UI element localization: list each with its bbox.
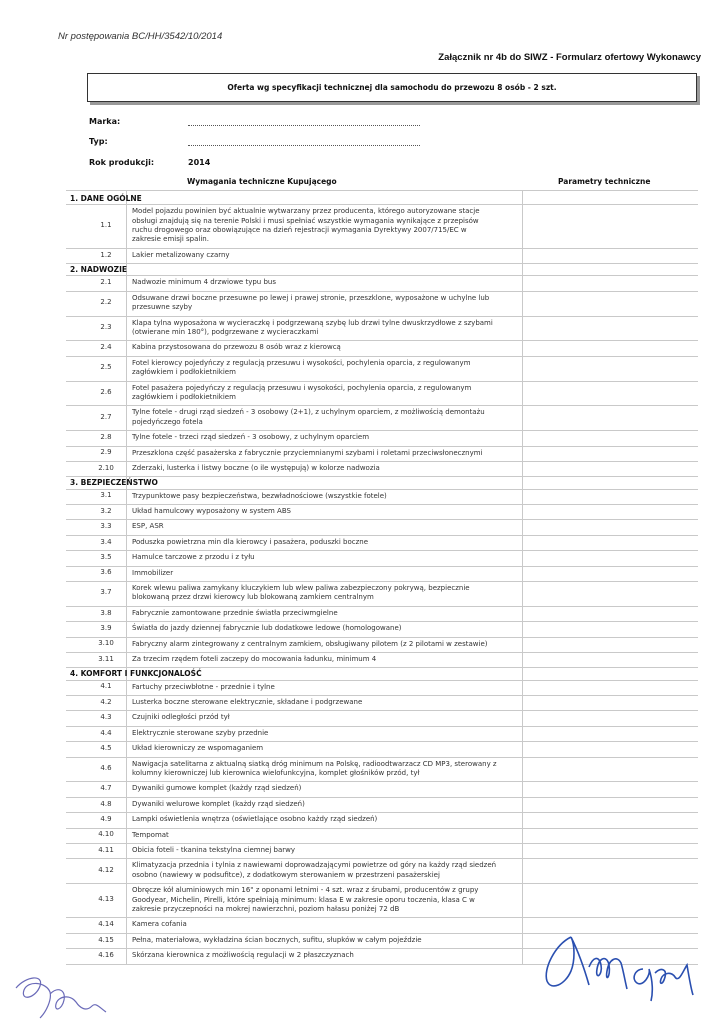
item-number: 4.11 — [98, 845, 114, 854]
requirement-text: obsługi znajdują się na terenie Polski i musi spełniać wszystkie wymagania wynikające z przepisów — [132, 216, 479, 225]
requirement-text: Dywaniki gumowe komplet (każdy rząd siedzeń) — [132, 784, 302, 793]
item-number: 3.7 — [100, 588, 112, 597]
requirement-text: Układ hamulcowy wyposażony w system ABS — [132, 507, 291, 515]
requirement-text: Układ kierowniczy ze wspomaganiem — [132, 744, 264, 753]
requirement-text: ESP, ASR — [132, 522, 164, 531]
parameter-cell[interactable] — [524, 382, 696, 405]
column-rule — [126, 190, 127, 965]
requirement-text: ruchu drogowego oraz obowiązujące na dzień rejestracji wymagania Dyrektywy 2007/715/EC w — [132, 226, 467, 234]
parameter-cell[interactable] — [524, 520, 696, 533]
row-rule — [66, 667, 698, 668]
item-number: 3.8 — [100, 608, 112, 617]
parameter-cell[interactable] — [524, 536, 696, 549]
requirement-text: Klimatyzacja przednia i tylnia z nawiewami doprowadzającymi powietrze od góry na każdy rząd siedzeń — [132, 861, 497, 870]
requirement-text: Hamulce tarczowe z przodu i z tyłu — [132, 553, 255, 562]
item-number: 1.1 — [100, 221, 112, 229]
requirement-text: Tylne fotele - drugi rząd siedzeń - 3 osobowy (2+1), z uchylnym oparciem, z możliwością demontażu — [132, 408, 485, 417]
item-number: 4.15 — [98, 935, 114, 944]
parameter-cell[interactable] — [524, 567, 696, 580]
requirement-text: Skórzana kierownica z możliwością regulacji w 2 płaszczyznach — [132, 951, 354, 960]
item-number: 4.8 — [100, 799, 112, 808]
parameter-cell[interactable] — [524, 607, 696, 620]
parameter-cell[interactable] — [524, 638, 696, 651]
case-number: Nr postępowania BC/HH/3542/10/2014 — [58, 31, 223, 42]
item-number: 2.4 — [100, 343, 112, 352]
parameter-cell[interactable] — [524, 813, 696, 826]
requirements-column-header: Wymagania techniczne Kupującego — [187, 177, 337, 186]
parameter-cell[interactable] — [524, 205, 696, 247]
item-number: 2.2 — [100, 298, 112, 307]
requirement-text: Nawigacja satelitarna z aktualną siatką dróg minimum na Polskę, radioodtwarzacz CD MP3, sterowany z — [132, 759, 497, 768]
parameter-cell[interactable] — [524, 292, 696, 315]
requirement-text: zakresie emisji spalin. — [132, 235, 209, 244]
requirement-text: Tempomat — [132, 830, 169, 839]
item-number: 2.6 — [100, 388, 112, 396]
requirement-text: Fabrycznie zamontowane przednie światła przeciwmgielne — [132, 608, 338, 617]
requirement-text: Przeszklona część pasażerska z fabrycznie przyciemnianymi szybami i roletami przeciwsłonecznymi — [132, 448, 483, 457]
row-rule — [66, 476, 698, 477]
requirement-text: Klapa tylna wyposażona w wycieraczkę i podgrzewaną szybę lub drzwi tylne dwuskrzydłowe z szybami — [132, 318, 493, 327]
item-number: 3.6 — [100, 568, 112, 577]
requirement-text: przesuwne szyby — [132, 303, 193, 312]
item-number: 2.10 — [98, 463, 114, 472]
requirement-text: Fotel kierowcy pojedyńczy z regulacją przesuwu i wysokości, pochylenia oparcia, z regulowanym — [132, 358, 471, 367]
form-title: Oferta wg specyfikacji technicznej dla samochodu do przewozu 8 osób - 2 szt. — [227, 83, 557, 92]
item-number: 4.10 — [98, 830, 114, 839]
item-number: 2.9 — [100, 448, 112, 457]
year-value: 2014 — [188, 158, 211, 167]
requirement-text: Pełna, materiałowa, wykładzina ścian bocznych, sufitu, słupków w całym pojeździe — [132, 935, 422, 944]
requirement-text: zagłówkiem i podłokietnikiem — [132, 368, 236, 377]
parameter-cell[interactable] — [524, 551, 696, 564]
row-rule — [66, 190, 698, 191]
requirement-text: Fartuchy przeciwbłotne - przednie i tylne — [132, 682, 275, 691]
item-number: 4.14 — [98, 920, 114, 929]
item-number: 3.1 — [100, 491, 112, 500]
requirement-text: zakresie przyczepności na mokrej nawierzchni, poziom hałasu poniżej 72 dB — [132, 905, 400, 913]
requirement-text: Fotel pasażera pojedyńczy z regulacją przesuwu i wysokości, pochylenia oparcia, z regulowanym — [132, 383, 472, 392]
parameter-cell[interactable] — [524, 782, 696, 795]
item-number: 4.6 — [100, 764, 112, 772]
section-heading: 4. KOMFORT I FUNKCJONALOŚĆ — [70, 669, 202, 679]
requirement-text: Tylne fotele - trzeci rząd siedzeń - 3 osobowy, z uchylnym oparciem — [132, 433, 370, 442]
requirement-text: blokowaną przez drzwi kierowcy lub blokowaną zamkiem centralnym — [132, 593, 374, 602]
item-number: 4.7 — [100, 784, 112, 793]
parameter-cell[interactable] — [524, 249, 696, 262]
item-number: 2.8 — [100, 432, 112, 441]
requirement-text: Czujniki odległości przód tył — [132, 713, 230, 722]
item-number: 2.1 — [100, 278, 112, 287]
item-number: 2.7 — [100, 412, 112, 421]
parameter-cell[interactable] — [524, 711, 696, 724]
attachment-label: Załącznik nr 4b do SIWZ - Formularz ofertowy Wykonawcy — [438, 52, 701, 63]
item-number: 3.4 — [100, 537, 112, 546]
parameter-cell[interactable] — [524, 829, 696, 842]
item-number: 4.3 — [100, 713, 112, 722]
requirement-text: Fabryczny alarm zintegrowany z centralnym zamkiem, obsługiwany pilotem (z 2 pilotami w zestawie) — [132, 639, 488, 648]
parameter-cell[interactable] — [524, 582, 696, 605]
row-rule — [66, 263, 698, 264]
requirement-text: osobno (nawiewy w podsufitce), z dodatkowym sterowaniem w przestrzeni pasażerskiej — [132, 870, 440, 879]
requirement-text: Nadwozie minimum 4 drzwiowe typu bus — [132, 278, 276, 287]
item-number: 4.5 — [100, 743, 112, 752]
parameter-cell[interactable] — [524, 622, 696, 635]
initials-signature — [6, 968, 116, 1024]
section-heading: 2. NADWOZIE — [70, 265, 127, 275]
section-heading: 3. BEZPIECZEŃSTWO — [70, 478, 158, 488]
requirement-text: Za trzecim rzędem foteli zaczepy do mocowania ładunku, minimum 4 — [132, 655, 377, 663]
requirement-text: Odsuwane drzwi boczne przesuwne po lewej i prawej stronie, przeszklone, wyposażone w uchylne lub — [132, 293, 490, 302]
parameter-cell[interactable] — [524, 844, 696, 857]
parameter-cell[interactable] — [524, 447, 696, 460]
item-number: 4.16 — [98, 950, 114, 959]
parameter-cell[interactable] — [524, 742, 696, 755]
item-number: 1.2 — [100, 250, 112, 259]
requirement-text: zagłówkiem i podłokietnikiem — [132, 393, 236, 401]
item-number: 4.4 — [100, 728, 112, 737]
item-number: 3.9 — [100, 623, 112, 632]
parameter-cell[interactable] — [524, 653, 696, 666]
parameter-cell[interactable] — [524, 357, 696, 380]
parameter-cell[interactable] — [524, 681, 696, 694]
parameter-cell[interactable] — [524, 798, 696, 811]
requirement-text: Zderzaki, lusterka i listwy boczne (o ile występują) w kolorze nadwozia — [132, 464, 380, 472]
parameter-cell[interactable] — [524, 431, 696, 444]
requirement-text: Korek wlewu paliwa zamykany kluczykiem lub wlew paliwa zabezpieczony pokrywą, bezpiecznie — [132, 584, 470, 592]
requirement-text: Lusterka boczne sterowane elektrycznie, składane i podgrzewane — [132, 698, 363, 706]
parameter-cell[interactable] — [524, 727, 696, 740]
requirement-text: kolumny kierowniczej lub kierownica wielofunkcyjna, komplet głośników przód, tył — [132, 769, 420, 777]
parameters-column-header: Parametry techniczne — [558, 177, 651, 186]
item-number: 2.5 — [100, 363, 112, 372]
parameter-cell[interactable] — [524, 276, 696, 289]
requirement-text: Obicia foteli - tkanina tekstylna ciemnej barwy — [132, 846, 296, 854]
parameter-cell[interactable] — [524, 884, 696, 916]
item-number: 3.3 — [100, 522, 112, 531]
item-number: 4.1 — [100, 682, 112, 691]
item-number: 4.13 — [98, 895, 114, 904]
requirement-text: Lakier metalizowany czarny — [132, 250, 230, 259]
year-label: Rok produkcji: — [89, 158, 155, 167]
parameter-cell[interactable] — [524, 758, 696, 781]
requirement-text: Poduszka powietrzna min dla kierowcy i pasażera, poduszki boczne — [132, 537, 369, 546]
requirement-text: (otwierane min 180°), podgrzewane z wycieraczkami — [132, 328, 319, 336]
section-heading: 1. DANE OGÓLNE — [70, 194, 142, 203]
parameter-cell[interactable] — [524, 317, 696, 340]
brand-field[interactable] — [188, 125, 420, 126]
requirement-text: pojedyńczego fotela — [132, 417, 203, 426]
requirement-text: Immobilizer — [132, 568, 174, 577]
requirement-text: Model pojazdu powinien być aktualnie wytwarzany przez producenta, którego autoryzowane stacje — [132, 207, 480, 216]
item-number: 4.2 — [100, 697, 112, 706]
requirement-text: Obręcze kół aluminiowych min 16" z oponami letnimi - 4 szt. wraz z śrubami, producentów z grupy — [132, 886, 479, 895]
item-number: 3.10 — [98, 639, 114, 648]
parameter-cell[interactable] — [524, 505, 696, 518]
requirement-text: Elektrycznie sterowane szyby przednie — [132, 728, 269, 737]
requirement-text: Goodyear, Michelin, Pirelli, które spełniają minimum: klasa E w zakresie oporu toczenia, klasa C w — [132, 895, 475, 904]
type-label: Typ: — [89, 137, 108, 146]
item-number: 4.12 — [98, 865, 114, 874]
requirement-text: Lampki oświetlenia wnętrza (oświetlające osobno każdy rząd siedzeń) — [132, 815, 378, 824]
parameter-cell[interactable] — [524, 696, 696, 709]
column-rule — [522, 190, 523, 965]
item-number: 3.2 — [100, 506, 112, 515]
parameter-cell[interactable] — [524, 859, 696, 882]
item-number: 3.11 — [98, 654, 114, 663]
requirement-text: Światła do jazdy dziennej fabrycznie lub dodatkowe ledowe (homologowane) — [132, 624, 402, 633]
parameter-cell[interactable] — [524, 341, 696, 354]
item-number: 2.3 — [100, 323, 112, 331]
item-number: 3.5 — [100, 552, 112, 561]
form-title-box — [87, 73, 697, 102]
parameter-cell[interactable] — [524, 462, 696, 475]
type-field[interactable] — [188, 145, 420, 146]
parameter-cell[interactable] — [524, 406, 696, 429]
parameter-cell[interactable] — [524, 490, 696, 503]
requirement-text: Dywaniki welurowe komplet (każdy rząd siedzeń) — [132, 799, 305, 808]
requirement-text: Kamera cofania — [132, 920, 187, 929]
item-number: 4.9 — [100, 814, 112, 823]
requirement-text: Trzypunktowe pasy bezpieczeństwa, bezwładnościowe (wszystkie fotele) — [132, 491, 387, 500]
brand-label: Marka: — [89, 117, 121, 126]
requirement-text: Kabina przystosowana do przewozu 8 osób wraz z kierowcą — [132, 343, 341, 352]
handwritten-signature — [535, 925, 705, 1007]
